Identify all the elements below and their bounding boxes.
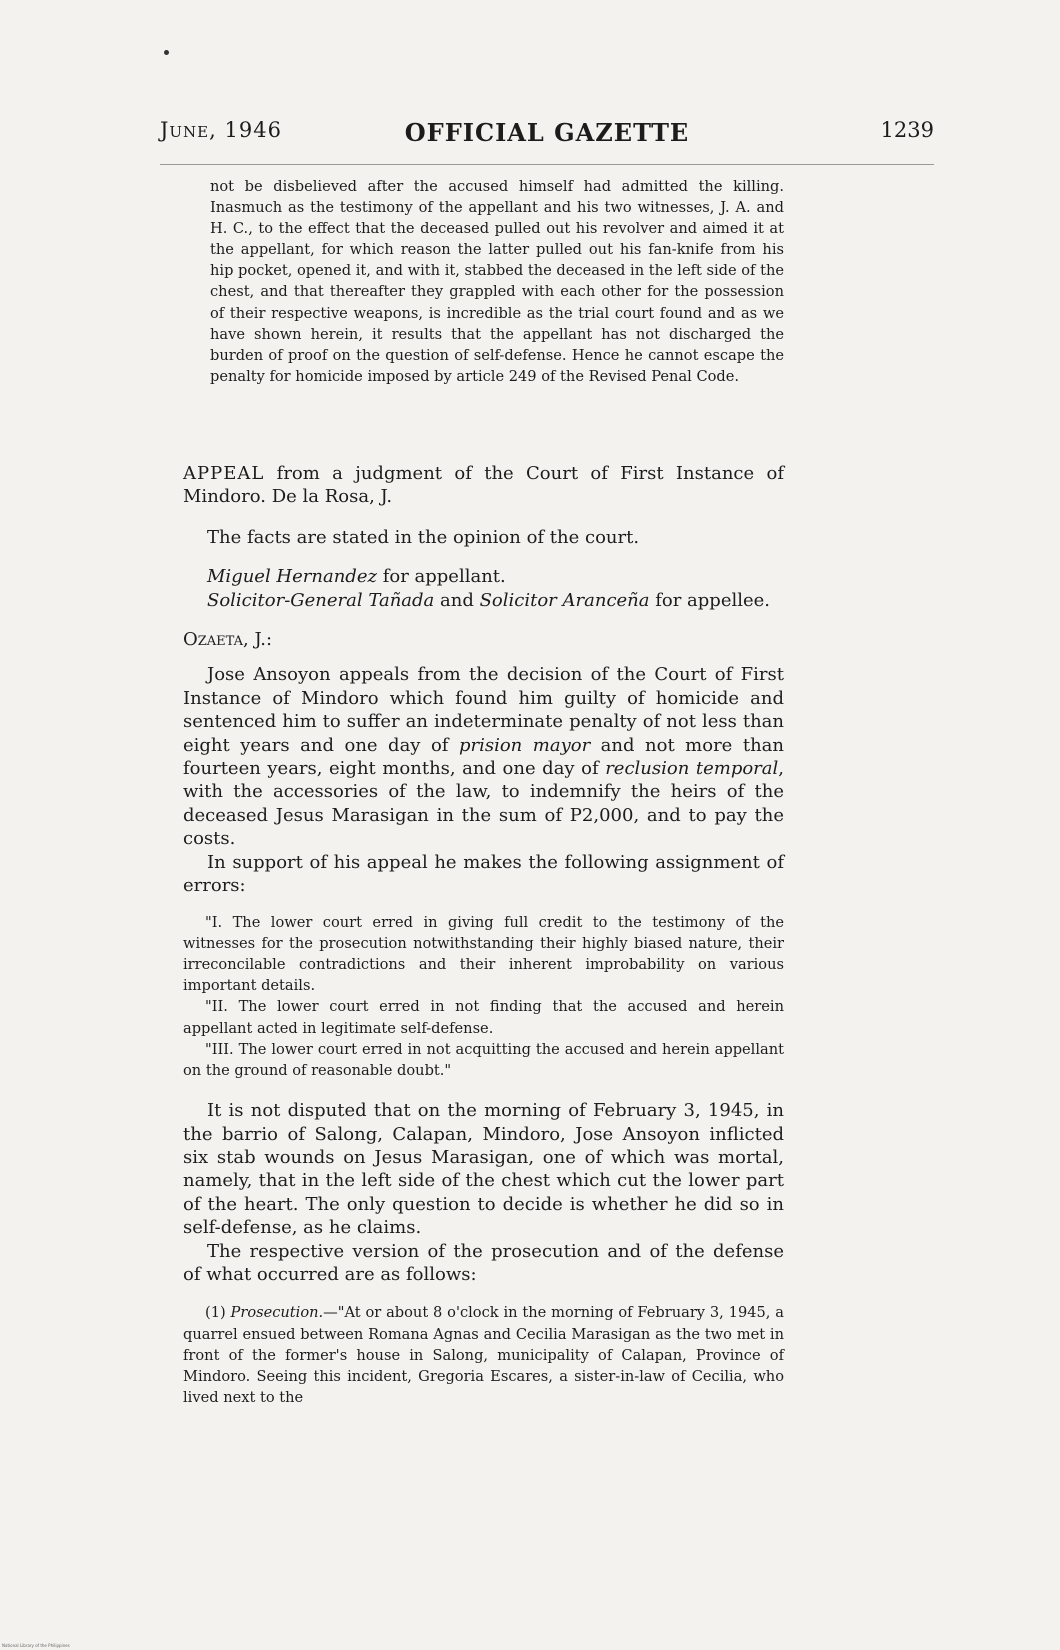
prosecution-text: —"At or about 8 o'clock in the morning of February 3, 1945, a quarrel ensued between Romana Agnas and Cecilia Marasigan as the two met in front of the former's house in Salong, municipality of Calapan, Province of Mindoro. Seeing this incident, Gregoria Escares, a sister-in-law of Cecilia, who lived next to the xyxy=(183,1304,784,1407)
error-item: "II. The lower court erred in not finding that the accused and herein appellant acted in legitimate self-defense. xyxy=(183,998,784,1037)
appellant-counsel-role: for appellant. xyxy=(376,566,506,588)
counsel-appellant xyxy=(183,565,784,588)
header-date: June, 1946 xyxy=(160,118,282,142)
page-number: 1239 xyxy=(880,118,934,142)
solicitor-general-name: Solicitor-General Tañada xyxy=(207,589,435,611)
error-item: "III. The lower court erred in not acquitting the accused and herein appellant on the ground of reasonable doubt." xyxy=(183,1040,784,1079)
prosecution-title: Prosecution. xyxy=(230,1304,324,1322)
appellee-counsel-role: for appellee. xyxy=(649,589,771,611)
header-title: OFFICIAL GAZETTE xyxy=(404,118,690,147)
error-item: "I. The lower court erred in giving full credit to the testimony of the witnesses for the prosecution notwithstanding their highly biased nature, their irreconcilable contradictions and their inherent improbability on various important details. xyxy=(183,913,784,995)
facts-line: The facts are stated in the opinion of the court. xyxy=(207,526,640,548)
appeal-lead: APPEAL xyxy=(183,463,265,484)
counsel-appellee xyxy=(183,589,784,612)
counsel-conjunction: and xyxy=(434,589,480,611)
prosecution-version xyxy=(183,1302,784,1408)
header-rule xyxy=(160,164,934,165)
solicitor-name: Solicitor Aranceña xyxy=(479,589,650,611)
appellant-counsel-name: Miguel Hernandez xyxy=(207,566,377,588)
appeal-line xyxy=(183,462,784,509)
para1-part-a: Jose Ansoyon appeals from the decision of the Court of First Instance of Mindoro which found him guilty of homicide and sentenced him to suffer an indeterminate penalty of not less than eight years and one day of xyxy=(183,664,784,756)
assignment-of-errors xyxy=(183,912,784,1082)
para1-part-b: and not more than fourteen years, eight months, and one day of xyxy=(183,734,784,780)
prision-mayor: prision mayor xyxy=(458,734,591,756)
appeal-rest: from a judgment of the Court of First Instance of Mindoro. De la Rosa, J. xyxy=(183,463,784,508)
prosecution-label: (1) xyxy=(205,1304,231,1322)
opinion-paragraph-3: It is not disputed that on the morning of February 3, 1945, in the barrio of Salong, Calapan, Mindoro, Jose Ansoyon inflicted six stab wounds on Jesus Marasigan, one of which was mortal, namely, that in the left side of the chest which cut the lower part of the heart. The only question to decide is whether he did so in self-defense, as he claims. xyxy=(183,1100,784,1239)
margin-dot xyxy=(164,50,169,55)
page-header xyxy=(160,118,934,158)
library-stamp: National Library of the Philippines xyxy=(2,1643,70,1648)
opinion-paragraph-1 xyxy=(183,663,784,850)
opinion-paragraph-4: The respective version of the prosecution and of the defense of what occurred are as follows: xyxy=(183,1240,784,1285)
para1-part-c: , with the accessories of the law, to indemnify the heirs of the deceased Jesus Marasigan in the sum of P2,000, and to pay the costs. xyxy=(183,758,784,850)
justice-name: Ozaeta, J.: xyxy=(183,629,273,651)
syllabus-paragraph xyxy=(210,176,784,387)
reclusion-temporal: reclusion temporal xyxy=(605,758,779,780)
syllabus-text: not be disbelieved after the accused himself had admitted the killing. Inasmuch as the testimony of the appellant and his two witnesses, J. A. and H. C., to the effect that the deceased pulled out his revolver and aimed it at the appellant, for which reason the latter pulled out his fan-knife from his hip pocket, opened it, and with it, stabbed the deceased in the left side of the chest, and that thereafter they grappled with each other for the possession of their respective weapons, is incredible as the trial court found and as we have shown herein, it results that the appellant has not discharged the burden of proof on the question of self-defense. Hence he cannot escape the penalty for homicide imposed by article 249 of the Revised Penal Code. xyxy=(210,178,784,385)
opinion-body xyxy=(183,462,784,1408)
opinion-paragraph-2: In support of his appeal he makes the following assignment of errors: xyxy=(183,851,784,897)
